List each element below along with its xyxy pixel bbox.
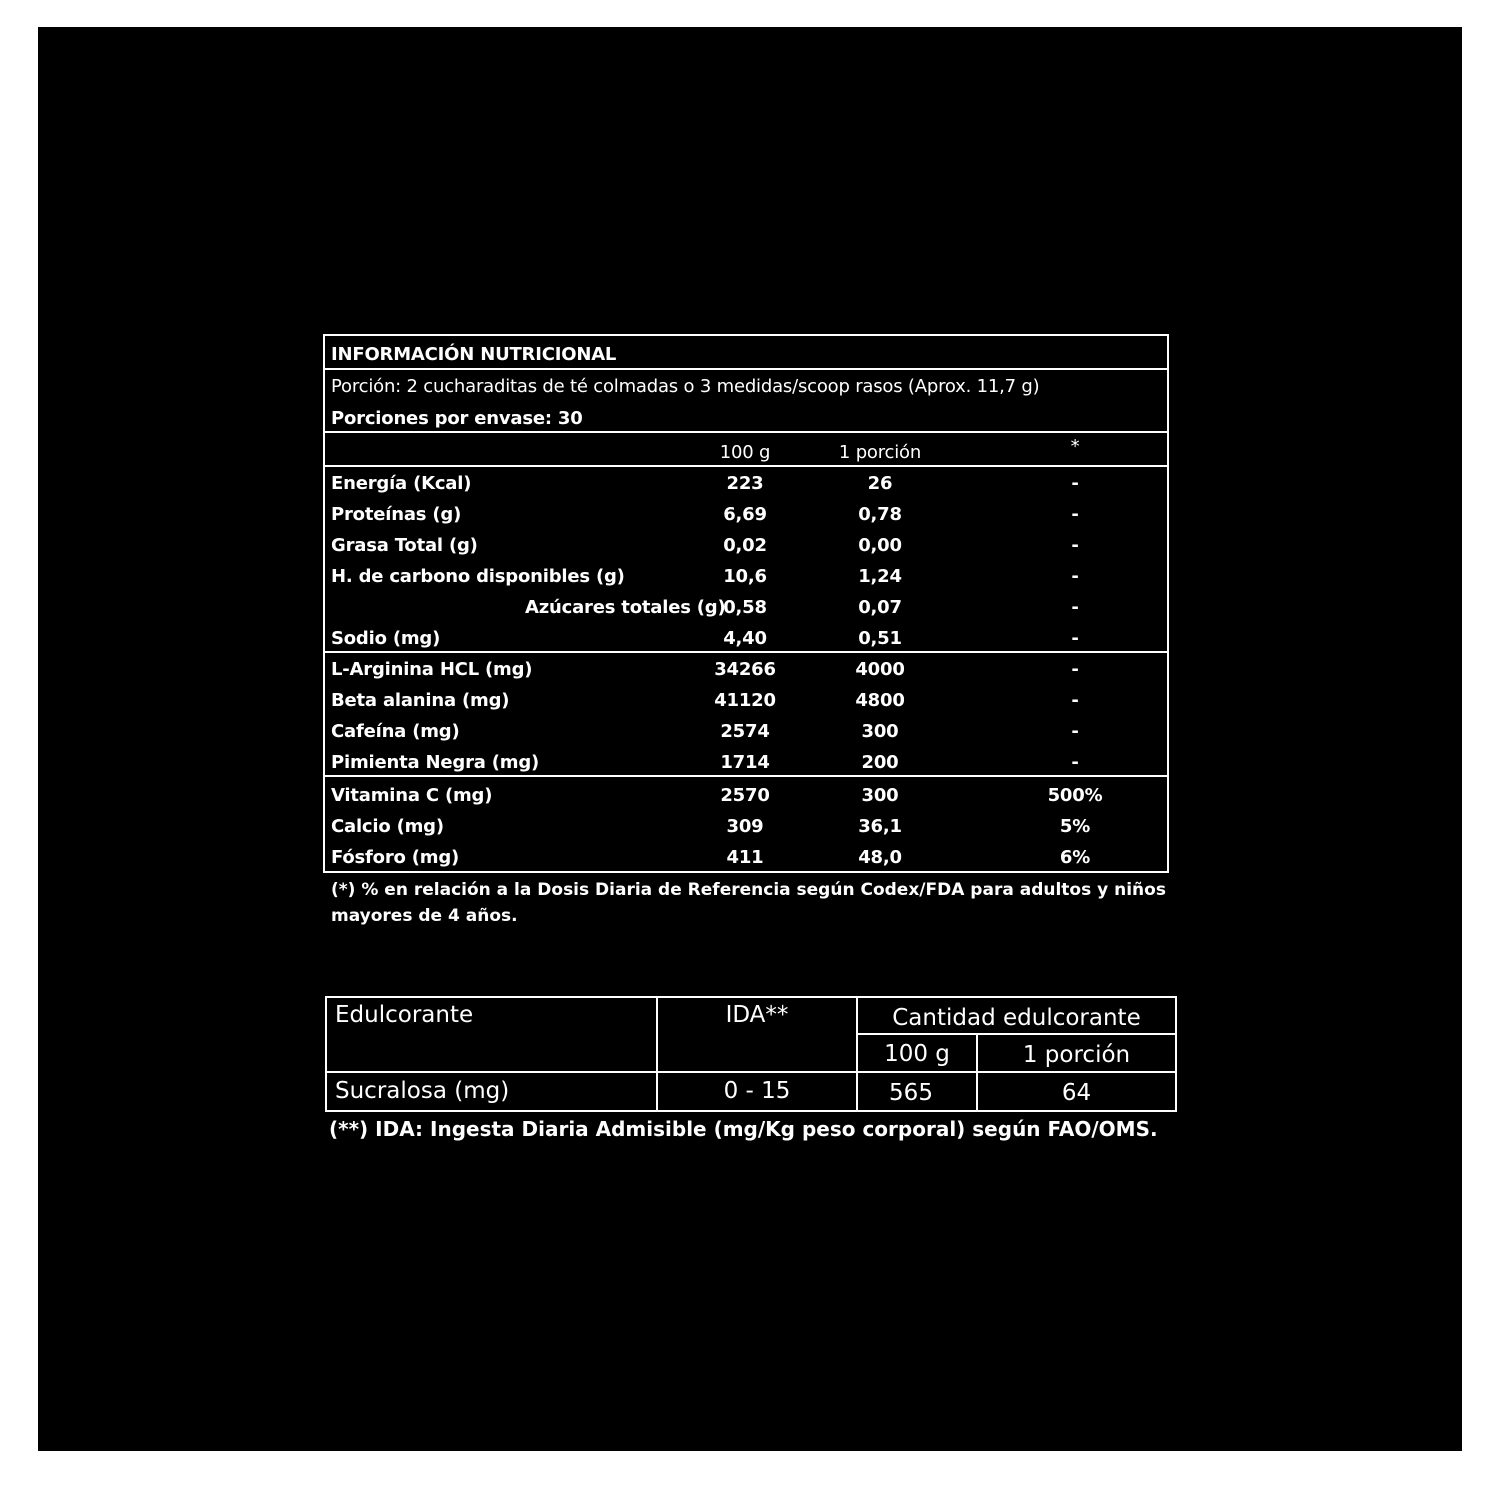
value-dv: - xyxy=(1071,535,1079,556)
sweetener-name: Sucralosa (mg) xyxy=(335,1078,510,1104)
value-100g: 34266 xyxy=(714,659,776,680)
value-dv: 500% xyxy=(1047,785,1103,806)
nutrient-name: Sodio (mg) xyxy=(331,628,441,649)
dv-footnote: (*) % en relación a la Dosis Diaria de Referencia según Codex/FDA para adultos y niños mayores de 4 años. xyxy=(331,880,1166,926)
serving-size: Porción: 2 cucharaditas de té colmadas o 3 medidas/scoop rasos (Aprox. 11,7 g) xyxy=(331,376,1040,397)
value-portion: 48,0 xyxy=(858,847,902,868)
nutrient-name: Pimienta Negra (mg) xyxy=(331,752,540,773)
sweetener-header-ida: IDA** xyxy=(725,1002,789,1028)
value-portion: 4000 xyxy=(855,659,905,680)
value-portion: 0,51 xyxy=(858,628,902,649)
table-row xyxy=(325,812,1167,842)
divider xyxy=(327,1071,1175,1073)
table-row xyxy=(325,717,1167,747)
nutrition-title: INFORMACIÓN NUTRICIONAL xyxy=(331,344,617,365)
value-dv: - xyxy=(1071,690,1079,711)
value-100g: 411 xyxy=(726,847,764,868)
nutrient-name: Energía (Kcal) xyxy=(331,473,472,494)
nutrient-name: Azúcares totales (g) xyxy=(525,597,726,618)
divider xyxy=(325,651,1167,653)
divider xyxy=(325,465,1167,467)
sweetener-value-portion: 64 xyxy=(1061,1080,1092,1106)
nutrient-name: Calcio (mg) xyxy=(331,816,444,837)
table-row xyxy=(325,624,1167,654)
nutrient-name: Vitamina C (mg) xyxy=(331,785,493,806)
table-row xyxy=(325,781,1167,811)
sweetener-value-100g: 565 xyxy=(889,1080,933,1106)
nutrient-name: Grasa Total (g) xyxy=(331,535,478,556)
table-row xyxy=(325,593,1167,623)
ida-footnote: (**) IDA: Ingesta Diaria Admisible (mg/Kg peso corporal) según FAO/OMS. xyxy=(329,1117,1158,1141)
value-dv: - xyxy=(1071,659,1079,680)
divider xyxy=(325,368,1167,370)
column-header-portion: 1 porción xyxy=(838,442,922,463)
value-portion: 0,78 xyxy=(858,504,902,525)
value-100g: 4,40 xyxy=(723,628,767,649)
sweetener-header-portion: 1 porción xyxy=(1022,1042,1131,1068)
table-row xyxy=(325,748,1167,778)
value-dv: - xyxy=(1071,721,1079,742)
value-100g: 2570 xyxy=(720,785,770,806)
value-dv: - xyxy=(1071,566,1079,587)
label-panel xyxy=(38,27,1462,1451)
value-dv: - xyxy=(1071,504,1079,525)
value-100g: 0,58 xyxy=(723,597,767,618)
value-portion: 0,00 xyxy=(858,535,902,556)
value-dv: - xyxy=(1071,597,1079,618)
sweetener-ida: 0 - 15 xyxy=(723,1078,791,1104)
table-row xyxy=(325,562,1167,592)
table-row xyxy=(325,531,1167,561)
nutrient-name: H. de carbono disponibles (g) xyxy=(331,566,625,587)
table-row xyxy=(325,469,1167,499)
sweetener-header-amount: Cantidad edulcorante xyxy=(892,1005,1141,1031)
table-row xyxy=(325,686,1167,716)
value-dv: - xyxy=(1071,628,1079,649)
table-header-row xyxy=(325,438,1167,468)
nutrient-name: Proteínas (g) xyxy=(331,504,462,525)
nutrition-table xyxy=(323,334,1169,873)
value-portion: 36,1 xyxy=(858,816,902,837)
value-dv: 5% xyxy=(1059,816,1091,837)
value-portion: 300 xyxy=(861,721,899,742)
divider xyxy=(856,1033,1175,1035)
value-100g: 10,6 xyxy=(723,566,767,587)
table-row xyxy=(325,843,1167,873)
value-portion: 1,24 xyxy=(858,566,902,587)
value-100g: 309 xyxy=(726,816,764,837)
sweetener-header-name: Edulcorante xyxy=(335,1002,474,1028)
table-row xyxy=(325,655,1167,685)
nutrient-name: Fósforo (mg) xyxy=(331,847,460,868)
value-portion: 0,07 xyxy=(858,597,902,618)
value-100g: 0,02 xyxy=(723,535,767,556)
value-portion: 26 xyxy=(867,473,893,494)
value-100g: 2574 xyxy=(720,721,770,742)
value-dv: - xyxy=(1071,473,1079,494)
value-portion: 4800 xyxy=(855,690,905,711)
value-portion: 300 xyxy=(861,785,899,806)
sweetener-table xyxy=(325,996,1177,1112)
value-100g: 6,69 xyxy=(723,504,767,525)
value-100g: 41120 xyxy=(714,690,776,711)
divider xyxy=(325,775,1167,777)
value-dv: - xyxy=(1071,752,1079,773)
value-portion: 200 xyxy=(861,752,899,773)
nutrient-name: Beta alanina (mg) xyxy=(331,690,510,711)
nutrient-name: L-Arginina HCL (mg) xyxy=(331,659,533,680)
servings-per-container: Porciones por envase: 30 xyxy=(331,408,583,429)
column-header-dv: * xyxy=(1070,436,1080,457)
value-100g: 223 xyxy=(726,473,764,494)
sweetener-header-100g: 100 g xyxy=(884,1041,950,1067)
column-header-100g: 100 g xyxy=(719,442,771,463)
table-row xyxy=(325,500,1167,530)
nutrient-name: Cafeína (mg) xyxy=(331,721,460,742)
value-100g: 1714 xyxy=(720,752,770,773)
value-dv: 6% xyxy=(1059,847,1091,868)
